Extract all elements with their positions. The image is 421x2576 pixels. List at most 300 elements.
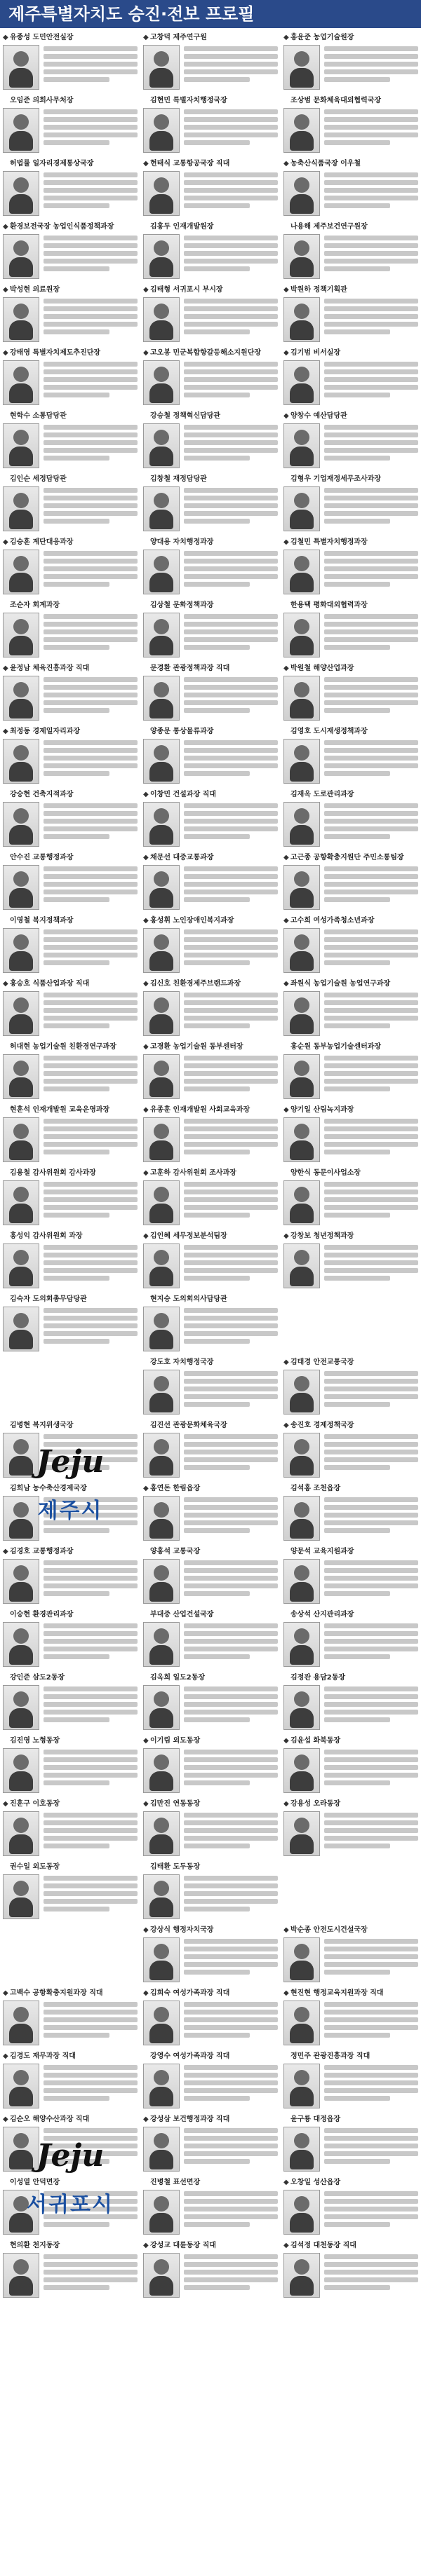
profile-career-text: [184, 425, 278, 470]
person-body-shape: [290, 1140, 314, 1160]
career-text-line: [184, 69, 278, 74]
person-body-shape: [9, 1077, 33, 1097]
profile-career-text: [184, 2191, 278, 2236]
person-head-shape: [294, 1754, 309, 1770]
person-body-shape: [290, 1708, 314, 1728]
profile-name-position: 양문석 교육지원과장: [290, 1548, 354, 1555]
career-text-line: [324, 1016, 418, 1021]
profile-title: [283, 1166, 418, 1176]
person-body-shape: [149, 68, 173, 88]
profile-card: [281, 1419, 421, 1482]
profile-title: [143, 725, 278, 735]
career-text-line: [324, 2073, 418, 2078]
profile-title: [3, 536, 138, 545]
profile-title: [3, 662, 138, 672]
profile-title: [143, 599, 278, 608]
career-text-line: [44, 2025, 138, 2030]
diamond-icon: ◆: [283, 349, 289, 356]
career-text-line: [184, 1000, 278, 1005]
diamond-icon: ◆: [143, 1800, 149, 1807]
career-text-line: [44, 677, 138, 682]
profile-name-position: 김신호 친환경제주브랜드과장: [150, 980, 241, 987]
profile-title: [283, 725, 418, 735]
profile-photo: [3, 1180, 39, 1225]
person-body-shape: [9, 573, 33, 592]
profile-card: [140, 1482, 281, 1545]
profile-card: [0, 94, 140, 157]
profile-photo: [3, 1622, 39, 1667]
person-body-shape: [290, 1267, 314, 1286]
person-head-shape: [294, 871, 309, 887]
profile-title: [143, 1419, 278, 1429]
career-text-line: [44, 188, 138, 193]
career-text-line: [44, 1891, 138, 1896]
career-text-line: [324, 385, 418, 390]
person-body-shape: [149, 1330, 173, 1349]
profile-name-position: 유종훈 인재개발원 사회교육과장: [150, 1106, 250, 1113]
person-body-shape: [9, 1771, 33, 1791]
career-text-line: [184, 2191, 278, 2196]
person-body-shape: [149, 825, 173, 845]
profile-career-text: [184, 299, 278, 343]
person-body-shape: [149, 699, 173, 718]
profile-card: [281, 346, 421, 409]
person-body-shape: [9, 1897, 33, 1917]
profile-title: [283, 409, 418, 419]
profile-title: [3, 1608, 138, 1618]
career-text-line: [184, 1197, 278, 1202]
profile-career-text: [324, 614, 418, 659]
career-text-line: [324, 2096, 390, 2101]
profile-name-position: 현훈석 인재개발원 교육운영과장: [10, 1106, 110, 1113]
career-text-line: [184, 819, 278, 824]
person-body-shape: [9, 2024, 33, 2043]
person-body-shape: [149, 2213, 173, 2233]
career-text-line: [44, 993, 138, 997]
person-body-shape: [9, 1014, 33, 1034]
career-text-line: [184, 2017, 278, 2022]
career-text-line: [324, 2088, 418, 2093]
profile-career-text: [324, 2065, 418, 2110]
profile-title: [3, 599, 138, 608]
career-text-line: [324, 1442, 418, 1447]
profile-photo: [3, 1685, 39, 1730]
profile-name-position: 강태영 특별자치제도추진단장: [10, 349, 101, 356]
profile-name-position: 윤정남 체육진흥과장 직대: [10, 665, 90, 672]
career-text-line: [44, 2017, 138, 2022]
career-text-line: [44, 1323, 138, 1328]
person-head-shape: [154, 1376, 169, 1391]
career-text-line: [324, 819, 418, 824]
career-text-line: [184, 2270, 278, 2275]
person-head-shape: [294, 934, 309, 950]
career-text-line: [184, 629, 278, 634]
person-body-shape: [149, 1393, 173, 1412]
profile-photo: [143, 2127, 180, 2172]
person-body-shape: [9, 320, 33, 340]
career-text-line: [184, 236, 278, 240]
person-body-shape: [290, 636, 314, 655]
career-text-line: [324, 1260, 418, 1265]
profile-photo: [143, 613, 180, 657]
profile-name-position: 오창일 성산읍장: [290, 2179, 341, 2186]
person-head-shape: [294, 997, 309, 1013]
person-head-shape: [13, 1565, 29, 1581]
profile-photo: [3, 676, 39, 721]
career-text-line: [324, 243, 418, 248]
profile-title: [3, 1860, 138, 1870]
career-text-line: [184, 46, 278, 51]
career-text-line: [44, 937, 138, 942]
career-text-line: [184, 362, 278, 367]
profile-photo: [3, 928, 39, 973]
profile-career-text: [324, 236, 418, 280]
person-head-shape: [13, 745, 29, 761]
profile-career-text: [324, 2002, 418, 2047]
profile-photo: [3, 1811, 39, 1856]
profile-name-position: 고근종 공항확충지원단 주민소통팀장: [290, 854, 404, 861]
profile-title: [283, 2050, 418, 2059]
diamond-icon: ◆: [283, 160, 289, 167]
career-text-line: [44, 1710, 138, 1715]
profile-photo: [283, 1559, 320, 1604]
profile-name-position: 양기일 산림녹지과장: [290, 1106, 354, 1113]
diamond-icon: ◆: [3, 2115, 8, 2122]
profile-career-text: [44, 1308, 138, 1353]
profile-title: [283, 220, 418, 230]
person-head-shape: [13, 1881, 29, 1896]
career-text-line: [44, 2096, 109, 2101]
career-text-line: [324, 109, 418, 114]
profile-name-position: 김철민 특별자치행정과장: [290, 538, 368, 545]
career-text-line: [184, 2128, 278, 2133]
career-text-line: [44, 2254, 138, 2259]
career-text-line: [44, 819, 138, 824]
career-text-line: [324, 685, 418, 690]
career-text-line: [324, 299, 418, 304]
person-head-shape: [294, 430, 309, 445]
profile-name-position: 김재옥 도로관리과장: [290, 791, 354, 798]
career-text-line: [44, 1339, 109, 1344]
profile-photo: [143, 1307, 180, 1351]
profile-name-position: 김인순 세정담당관: [10, 475, 67, 482]
career-text-line: [184, 1591, 250, 1596]
profile-career-text: [324, 172, 418, 217]
person-head-shape: [154, 493, 169, 508]
profile-name-position: 고훈하 감사위원회 조사과장: [150, 1169, 236, 1176]
profile-title: [283, 914, 418, 924]
career-text-line: [44, 172, 138, 177]
career-text-line: [184, 188, 278, 193]
career-text-line: [324, 188, 418, 193]
profile-title: [283, 1986, 418, 1996]
career-text-line: [184, 1780, 250, 1785]
profile-title: [283, 1040, 418, 1050]
person-body-shape: [149, 2276, 173, 2296]
person-head-shape: [13, 871, 29, 887]
career-text-line: [184, 2025, 278, 2030]
person-head-shape: [154, 619, 169, 634]
person-head-shape: [13, 1818, 29, 1833]
diamond-icon: ◆: [283, 34, 289, 41]
career-text-line: [324, 1654, 390, 1659]
profile-title: [143, 472, 278, 482]
career-text-line: [184, 614, 278, 619]
career-text-line: [184, 109, 278, 114]
person-head-shape: [154, 1881, 169, 1896]
person-head-shape: [154, 430, 169, 445]
person-body-shape: [290, 2276, 314, 2296]
career-text-line: [324, 1844, 390, 1848]
profile-title: [283, 1229, 418, 1239]
diamond-icon: ◆: [283, 1232, 289, 1239]
career-text-line: [184, 440, 278, 445]
profile-card: [0, 220, 140, 283]
profile-name-position: 김윤섭 화북동장: [290, 1737, 341, 1744]
career-text-line: [324, 1702, 418, 1707]
profile-career-text: [324, 1056, 418, 1100]
profile-name-position: 김홍두 인재개발원장: [150, 223, 214, 230]
person-head-shape: [13, 177, 29, 193]
person-body-shape: [290, 131, 314, 151]
profile-name-position: 이성열 안덕면장: [10, 2179, 60, 2186]
career-text-line: [44, 488, 138, 493]
profile-card: [140, 1608, 281, 1671]
career-text-line: [324, 1583, 418, 1588]
career-text-line: [44, 874, 138, 879]
profile-card: [140, 1356, 281, 1419]
career-text-line: [184, 1702, 278, 1707]
profile-career-text: [324, 2128, 418, 2173]
career-text-line: [184, 2080, 278, 2085]
diamond-icon: ◆: [143, 917, 149, 924]
career-text-line: [184, 1253, 278, 1258]
career-text-line: [184, 456, 250, 461]
person-body-shape: [9, 194, 33, 214]
person-body-shape: [290, 2024, 314, 2043]
career-text-line: [324, 953, 418, 958]
career-text-line: [324, 46, 418, 51]
career-text-line: [184, 1631, 278, 1636]
career-text-line: [184, 2207, 278, 2212]
career-text-line: [44, 1836, 138, 1841]
career-text-line: [184, 882, 278, 887]
career-text-line: [324, 2080, 418, 2085]
career-text-line: [324, 1134, 418, 1139]
career-text-line: [44, 2080, 138, 2085]
profile-photo: [143, 1243, 180, 1288]
profile-photo: [283, 2190, 320, 2235]
career-text-line: [44, 756, 138, 761]
profile-card: [140, 1545, 281, 1608]
profile-photo: [143, 1433, 180, 1478]
person-body-shape: [9, 1330, 33, 1349]
career-text-line: [44, 1899, 138, 1904]
person-head-shape: [154, 2259, 169, 2275]
career-text-line: [184, 1386, 278, 1391]
profile-name-position: 양한식 동문이사업소장: [290, 1169, 361, 1176]
profile-photo: [283, 2127, 320, 2172]
person-head-shape: [294, 808, 309, 824]
profile-title: [143, 31, 278, 41]
career-text-line: [184, 1394, 278, 1399]
profile-career-text: [184, 740, 278, 785]
career-text-line: [44, 203, 109, 208]
profile-photo: [143, 2001, 180, 2045]
profile-title: [283, 1797, 418, 1807]
career-text-line: [44, 1702, 138, 1707]
profile-card: [140, 1986, 281, 2050]
profile-card: [281, 31, 421, 94]
career-text-line: [324, 1828, 418, 1833]
career-text-line: [184, 2159, 250, 2164]
career-text-line: [324, 763, 418, 768]
career-text-line: [184, 1434, 278, 1439]
profile-photo: [283, 1433, 320, 1478]
career-text-line: [324, 393, 390, 397]
profile-card: [140, 2176, 281, 2239]
career-text-line: [324, 2010, 418, 2015]
person-body-shape: [149, 1267, 173, 1286]
profile-name-position: 양대용 자치행정과장: [150, 538, 214, 545]
career-text-line: [44, 1308, 138, 1313]
profile-photo: [3, 1748, 39, 1793]
profile-card: [0, 157, 140, 220]
profile-photo: [3, 550, 39, 594]
profile-title: [3, 725, 138, 735]
profile-photo: [143, 1117, 180, 1162]
profile-card: [140, 157, 281, 220]
profile-name-position: 김인혜 세무정보분석팀장: [150, 1232, 227, 1239]
career-text-line: [324, 511, 418, 516]
career-text-line: [184, 519, 250, 524]
page-title: 제주특별자치도 승진·전보 프로필: [0, 0, 421, 28]
profile-photo: [3, 1243, 39, 1288]
person-head-shape: [13, 240, 29, 256]
career-text-line: [324, 1253, 418, 1258]
profile-card: [0, 409, 140, 472]
profile-card: [281, 1103, 421, 1166]
profile-photo: [143, 676, 180, 721]
person-head-shape: [294, 1439, 309, 1454]
profile-photo: [283, 2064, 320, 2108]
profile-photo: [283, 1496, 320, 1541]
career-text-line: [184, 2285, 250, 2290]
career-text-line: [324, 2033, 390, 2038]
person-head-shape: [154, 2007, 169, 2022]
profile-name-position: 강영수 여성가족과장 직대: [150, 2052, 230, 2059]
profile-name-position: 조순자 회계과장: [10, 601, 60, 608]
diamond-icon: ◆: [3, 2052, 8, 2059]
profile-card: [140, 220, 281, 283]
person-body-shape: [149, 636, 173, 655]
career-text-line: [324, 2199, 418, 2204]
profile-card: [0, 851, 140, 914]
profile-photo: [143, 1937, 180, 1982]
profile-title: [143, 157, 278, 167]
profile-card: [0, 31, 140, 94]
profile-career-text: [324, 1434, 418, 1479]
career-text-line: [44, 1883, 138, 1888]
profile-title: [3, 94, 138, 104]
profile-title: [283, 1356, 418, 1365]
person-body-shape: [149, 257, 173, 277]
profile-career-text: [324, 866, 418, 911]
profile-card: [281, 1608, 421, 1671]
career-text-line: [44, 1056, 138, 1061]
person-body-shape: [9, 1708, 33, 1728]
career-text-line: [44, 826, 138, 831]
profile-name-position: 현학수 소통담당관: [10, 412, 67, 419]
career-text-line: [44, 140, 109, 145]
career-text-line: [324, 448, 418, 453]
person-body-shape: [290, 825, 314, 845]
profile-name-position: 최정동 경제일자리과장: [10, 728, 81, 735]
profile-photo: [3, 2001, 39, 2045]
profile-title: [283, 1671, 418, 1681]
person-body-shape: [149, 383, 173, 403]
person-head-shape: [294, 619, 309, 634]
profile-career-text: [44, 677, 138, 722]
profile-title: [143, 1734, 278, 1744]
career-text-line: [324, 1576, 418, 1581]
profile-title: [143, 1040, 278, 1050]
diamond-icon: ◆: [283, 538, 289, 545]
career-text-line: [184, 1899, 278, 1904]
profile-photo: [283, 2001, 320, 2045]
profile-photo: [283, 108, 320, 153]
person-head-shape: [154, 114, 169, 130]
profile-career-text: [184, 803, 278, 848]
career-text-line: [324, 1497, 418, 1502]
profile-title: [3, 346, 138, 356]
profile-card: [281, 599, 421, 662]
person-head-shape: [154, 1502, 169, 1518]
profile-card: [281, 283, 421, 346]
profile-title: [283, 599, 418, 608]
person-head-shape: [13, 367, 29, 382]
profile-card: [0, 346, 140, 409]
career-text-line: [324, 117, 418, 122]
profile-photo: [143, 297, 180, 342]
person-head-shape: [294, 114, 309, 130]
profile-name-position: 김영호 도시재생정책과장: [290, 728, 368, 735]
career-text-line: [324, 488, 418, 493]
profile-title: [143, 283, 278, 293]
career-text-line: [324, 2136, 418, 2141]
career-text-line: [184, 2262, 278, 2267]
career-text-line: [44, 637, 138, 642]
profile-name-position: 강승현 건축지적과장: [10, 791, 74, 798]
career-text-line: [324, 362, 418, 367]
career-text-line: [324, 1276, 390, 1281]
profile-title: [143, 220, 278, 230]
profile-photo: [283, 1243, 320, 1288]
profile-career-text: [184, 2065, 278, 2110]
career-text-line: [184, 551, 278, 556]
career-text-line: [324, 1947, 418, 1951]
career-text-line: [184, 1063, 278, 1068]
career-text-line: [324, 1371, 418, 1376]
diamond-icon: ◆: [283, 917, 289, 924]
diamond-icon: ◆: [3, 34, 8, 41]
career-text-line: [44, 236, 138, 240]
person-body-shape: [9, 951, 33, 971]
career-text-line: [44, 740, 138, 745]
profile-photo: [143, 2190, 180, 2235]
diamond-icon: ◆: [3, 1548, 8, 1555]
career-text-line: [324, 1465, 390, 1470]
